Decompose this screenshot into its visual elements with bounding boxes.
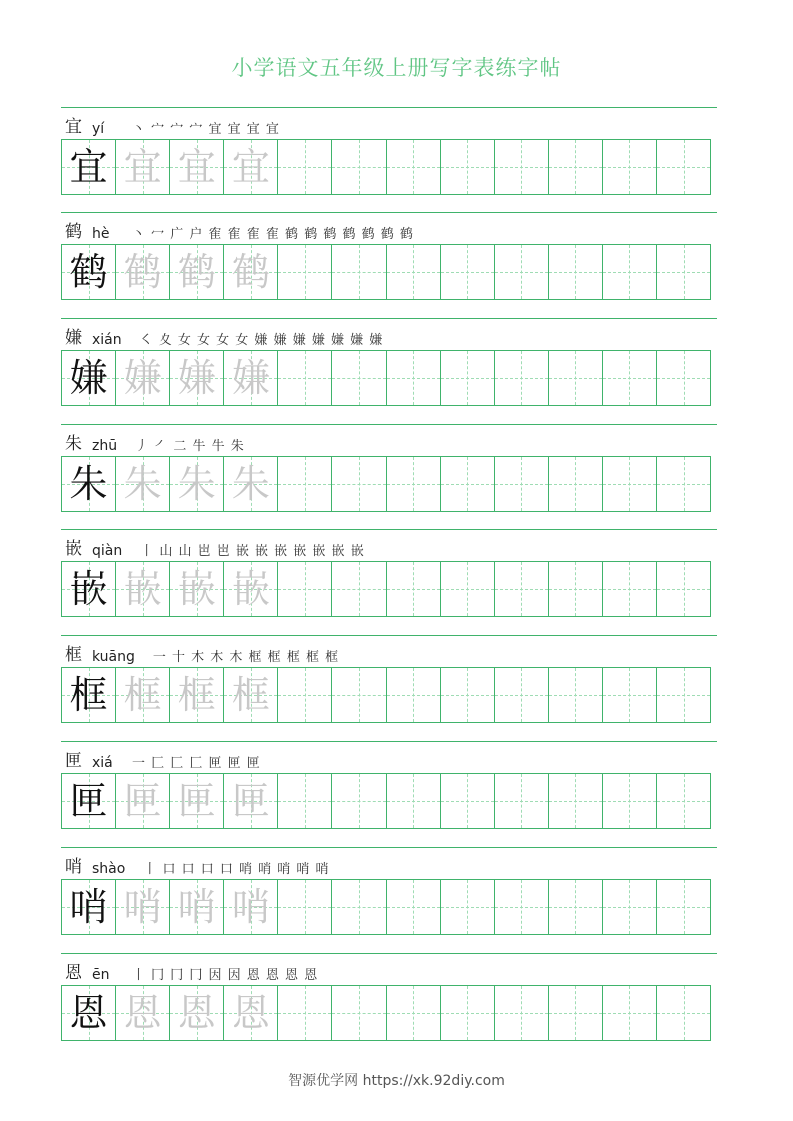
blank-cell — [603, 668, 657, 722]
model-cell — [62, 880, 116, 934]
blank-cell — [495, 562, 549, 616]
blank-cell — [441, 668, 495, 722]
trace-character: 哨 — [231, 885, 270, 929]
tian-grid — [61, 773, 711, 829]
trace-character: 匣 — [231, 779, 270, 823]
blank-cell — [332, 774, 386, 828]
trace-character: 鹤 — [177, 250, 216, 294]
header-character: 宜 — [65, 117, 82, 137]
row-header — [65, 115, 280, 137]
blank-cell — [603, 880, 657, 934]
blank-cell — [441, 245, 495, 299]
model-character: 恩 — [69, 991, 108, 1035]
row-divider — [61, 529, 717, 530]
row-header — [65, 855, 330, 877]
stroke-order: 丶 冖 广 户 隺 隺 隺 隺 鹤 鹤 鹤 鹤 鹤 鹤 鹤 — [132, 227, 414, 242]
trace-cell — [224, 880, 278, 934]
blank-cell — [549, 774, 603, 828]
pinyin-label: kuāng — [92, 649, 135, 665]
footer-text — [0, 1070, 793, 1090]
blank-cell — [657, 668, 710, 722]
practice-row — [61, 529, 717, 627]
trace-character: 哨 — [177, 885, 216, 929]
blank-cell — [332, 562, 386, 616]
practice-row — [61, 424, 717, 522]
blank-cell — [387, 668, 441, 722]
tian-grid — [61, 456, 711, 512]
trace-cell — [116, 457, 170, 511]
blank-cell — [441, 457, 495, 511]
row-divider — [61, 318, 717, 319]
trace-character: 嵌 — [123, 567, 162, 611]
blank-cell — [278, 140, 332, 194]
blank-cell — [603, 351, 657, 405]
blank-cell — [495, 245, 549, 299]
model-cell — [62, 986, 116, 1040]
blank-cell — [278, 457, 332, 511]
trace-character: 匣 — [123, 779, 162, 823]
blank-cell — [495, 457, 549, 511]
model-character: 哨 — [69, 885, 108, 929]
model-cell — [62, 457, 116, 511]
trace-cell — [116, 140, 170, 194]
practice-row — [61, 318, 717, 416]
blank-cell — [603, 457, 657, 511]
practice-row — [61, 635, 717, 733]
blank-cell — [657, 245, 710, 299]
blank-cell — [549, 880, 603, 934]
blank-cell — [278, 245, 332, 299]
row-divider — [61, 741, 717, 742]
practice-row — [61, 212, 717, 310]
model-character: 鹤 — [69, 250, 108, 294]
trace-character: 朱 — [123, 462, 162, 506]
page-title: 小学语文五年级上册写字表练字帖 — [231, 56, 562, 80]
blank-cell — [387, 774, 441, 828]
row-header — [65, 749, 261, 771]
blank-cell — [387, 986, 441, 1040]
blank-cell — [387, 245, 441, 299]
trace-cell — [116, 774, 170, 828]
blank-cell — [332, 351, 386, 405]
trace-character: 框 — [231, 673, 270, 717]
blank-cell — [332, 457, 386, 511]
model-character: 朱 — [69, 462, 108, 506]
blank-cell — [657, 457, 710, 511]
trace-cell — [170, 774, 224, 828]
trace-character: 框 — [177, 673, 216, 717]
trace-cell — [224, 140, 278, 194]
trace-cell — [170, 668, 224, 722]
trace-character: 鹤 — [231, 250, 270, 294]
trace-character: 哨 — [123, 885, 162, 929]
model-character: 宜 — [69, 145, 108, 189]
row-header — [65, 220, 414, 242]
row-header — [65, 643, 339, 665]
blank-cell — [657, 774, 710, 828]
blank-cell — [603, 140, 657, 194]
header-character: 哨 — [65, 857, 82, 877]
blank-cell — [441, 774, 495, 828]
trace-character: 嫌 — [177, 356, 216, 400]
row-divider — [61, 107, 717, 108]
blank-cell — [603, 986, 657, 1040]
blank-cell — [495, 986, 549, 1040]
row-divider — [61, 635, 717, 636]
model-character: 匣 — [69, 779, 108, 823]
blank-cell — [549, 351, 603, 405]
trace-character: 宜 — [177, 145, 216, 189]
model-cell — [62, 351, 116, 405]
pinyin-label: qiàn — [92, 543, 123, 559]
trace-character: 鹤 — [123, 250, 162, 294]
blank-cell — [387, 351, 441, 405]
blank-cell — [441, 986, 495, 1040]
trace-cell — [170, 880, 224, 934]
trace-character: 嵌 — [177, 567, 216, 611]
blank-cell — [657, 140, 710, 194]
blank-cell — [495, 880, 549, 934]
blank-cell — [549, 986, 603, 1040]
header-character: 鹤 — [65, 222, 82, 242]
row-header — [65, 326, 383, 348]
blank-cell — [657, 880, 710, 934]
blank-cell — [657, 351, 710, 405]
tian-grid — [61, 139, 711, 195]
blank-cell — [278, 774, 332, 828]
blank-cell — [387, 140, 441, 194]
trace-cell — [116, 351, 170, 405]
pinyin-label: yí — [92, 121, 105, 137]
trace-cell — [116, 562, 170, 616]
row-header — [65, 432, 245, 454]
row-header — [65, 537, 365, 559]
blank-cell — [657, 562, 710, 616]
blank-cell — [657, 986, 710, 1040]
blank-cell — [495, 774, 549, 828]
model-cell — [62, 140, 116, 194]
tian-grid — [61, 985, 711, 1041]
practice-row — [61, 953, 717, 1051]
model-cell — [62, 668, 116, 722]
header-character: 嫌 — [65, 328, 82, 348]
blank-cell — [495, 351, 549, 405]
trace-cell — [116, 668, 170, 722]
trace-cell — [170, 457, 224, 511]
blank-cell — [278, 351, 332, 405]
pinyin-label: xiá — [92, 755, 113, 771]
blank-cell — [441, 880, 495, 934]
model-character: 框 — [69, 673, 108, 717]
blank-cell — [387, 457, 441, 511]
row-header — [65, 961, 318, 983]
practice-row — [61, 847, 717, 945]
tian-grid — [61, 879, 711, 935]
model-character: 嵌 — [69, 567, 108, 611]
stroke-order: 丨 山 山 岜 岜 嵌 嵌 嵌 嵌 嵌 嵌 嵌 — [140, 544, 365, 559]
blank-cell — [495, 140, 549, 194]
blank-cell — [549, 140, 603, 194]
trace-character: 嫌 — [231, 356, 270, 400]
blank-cell — [278, 986, 332, 1040]
trace-cell — [224, 774, 278, 828]
blank-cell — [549, 245, 603, 299]
trace-cell — [224, 562, 278, 616]
blank-cell — [495, 668, 549, 722]
stroke-order: 丨 冂 冂 冂 因 因 恩 恩 恩 恩 — [132, 968, 319, 983]
blank-cell — [549, 668, 603, 722]
model-cell — [62, 245, 116, 299]
practice-row — [61, 107, 717, 205]
trace-cell — [170, 351, 224, 405]
trace-character: 框 — [123, 673, 162, 717]
trace-character: 朱 — [231, 462, 270, 506]
tian-grid — [61, 561, 711, 617]
trace-character: 匣 — [177, 779, 216, 823]
blank-cell — [387, 880, 441, 934]
pinyin-label: hè — [92, 226, 110, 242]
trace-cell — [116, 245, 170, 299]
footer-site: 智源优学网 https://xk.92diy.com — [288, 1073, 505, 1089]
blank-cell — [332, 986, 386, 1040]
trace-character: 朱 — [177, 462, 216, 506]
blank-cell — [332, 668, 386, 722]
blank-cell — [603, 774, 657, 828]
blank-cell — [603, 245, 657, 299]
stroke-order: 一 十 木 木 木 框 框 框 框 框 — [152, 650, 340, 665]
blank-cell — [441, 562, 495, 616]
header-character: 朱 — [65, 434, 82, 454]
stroke-order: 丨 口 口 口 口 哨 哨 哨 哨 哨 — [143, 862, 330, 877]
trace-cell — [170, 562, 224, 616]
stroke-order: 丶 宀 宀 宀 宜 宜 宜 宜 — [132, 122, 280, 137]
blank-cell — [332, 880, 386, 934]
trace-cell — [116, 880, 170, 934]
trace-cell — [224, 351, 278, 405]
model-cell — [62, 774, 116, 828]
header-character: 嵌 — [65, 539, 82, 559]
trace-character: 恩 — [177, 991, 216, 1035]
blank-cell — [387, 562, 441, 616]
trace-character: 恩 — [231, 991, 270, 1035]
tian-grid — [61, 350, 711, 406]
header-character: 匣 — [65, 751, 82, 771]
trace-cell — [170, 245, 224, 299]
pinyin-label: zhū — [92, 438, 118, 454]
practice-row — [61, 741, 717, 839]
trace-cell — [116, 986, 170, 1040]
row-divider — [61, 953, 717, 954]
stroke-order: ㇛ 夊 女 女 女 女 嫌 嫌 嫌 嫌 嫌 嫌 嫌 — [139, 333, 384, 348]
pinyin-label: ēn — [92, 967, 110, 983]
header-character: 恩 — [65, 963, 82, 983]
tian-grid — [61, 244, 711, 300]
blank-cell — [278, 880, 332, 934]
trace-cell — [170, 986, 224, 1040]
pinyin-label: xián — [92, 332, 122, 348]
blank-cell — [441, 351, 495, 405]
blank-cell — [549, 457, 603, 511]
blank-cell — [332, 140, 386, 194]
header-character: 框 — [65, 645, 82, 665]
trace-character: 宜 — [231, 145, 270, 189]
blank-cell — [549, 562, 603, 616]
trace-cell — [224, 986, 278, 1040]
model-cell — [62, 562, 116, 616]
trace-cell — [224, 668, 278, 722]
trace-character: 嫌 — [123, 356, 162, 400]
model-character: 嫌 — [69, 356, 108, 400]
row-divider — [61, 212, 717, 213]
blank-cell — [278, 668, 332, 722]
blank-cell — [278, 562, 332, 616]
trace-cell — [224, 245, 278, 299]
blank-cell — [603, 562, 657, 616]
row-divider — [61, 424, 717, 425]
trace-character: 恩 — [123, 991, 162, 1035]
tian-grid — [61, 667, 711, 723]
trace-cell — [224, 457, 278, 511]
trace-cell — [170, 140, 224, 194]
blank-cell — [441, 140, 495, 194]
pinyin-label: shào — [92, 861, 126, 877]
trace-character: 宜 — [123, 145, 162, 189]
blank-cell — [332, 245, 386, 299]
stroke-order: 丿 ㇒ 二 牛 牛 朱 — [135, 439, 245, 454]
trace-character: 嵌 — [231, 567, 270, 611]
stroke-order: 一 匚 匚 匚 匣 匣 匣 — [132, 756, 261, 771]
row-divider — [61, 847, 717, 848]
